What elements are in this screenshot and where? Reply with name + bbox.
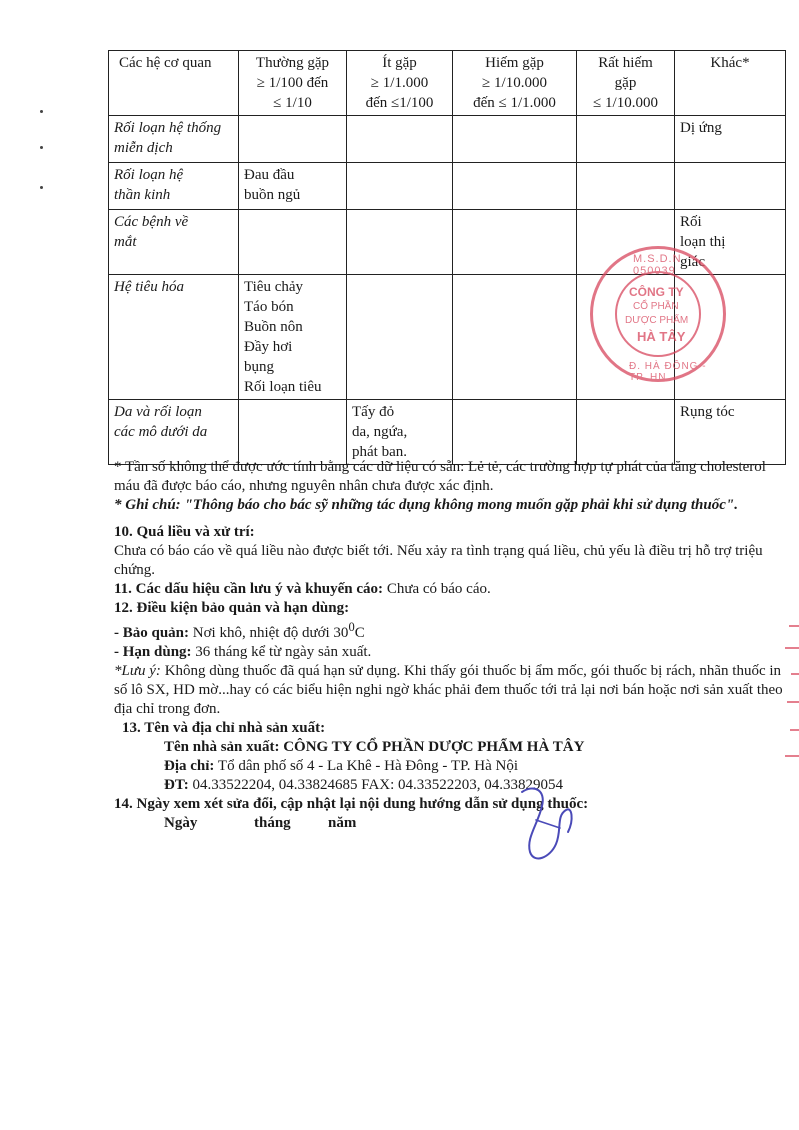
column-header-line: ≤ 1/10 xyxy=(273,95,312,111)
frequency-cell xyxy=(239,275,347,400)
frequency-cell xyxy=(347,275,453,400)
cell-line: da, ngứa, xyxy=(352,424,408,440)
table-row xyxy=(109,163,786,210)
frequency-cell xyxy=(675,163,786,210)
cell-line: Hệ tiêu hóa xyxy=(114,279,184,295)
cell-line: Rụng tóc xyxy=(680,404,735,420)
column-header-line: Thường gặp xyxy=(255,55,330,71)
cell-line: Rối loạn hệ thống xyxy=(114,120,222,136)
manufacturer-address: Địa chỉ: Tổ dân phố số 4 - La Khê - Hà Đông - TP. Hà Nội xyxy=(164,758,518,774)
column-header-line: ≥ 1/10.000 xyxy=(482,75,547,91)
frequency-cell xyxy=(577,400,675,465)
cell-line: Đau đầu xyxy=(244,167,295,183)
cell-line: Đầy hơi xyxy=(244,339,293,355)
section-13-title: 13. Tên và địa chỉ nhà sản xuất: xyxy=(122,720,326,736)
cell-line: Da và rối loạn xyxy=(114,404,202,420)
edge-stamp-fragment xyxy=(783,625,799,765)
column-header-line: Hiếm gặp xyxy=(485,55,544,71)
expiry-note: *Lưu ý: Không dùng thuốc đã quá hạn sử dụng. Khi thấy gói thuốc bị ẩm mốc, gói thuốc bị rách, nhãn thuốc in số lô SX, HD mờ...hay có các biểu hiện nghi ngờ khác phải đem thuốc tới trả lại nơi bán hoặc nơi sản xuất theo địa chỉ trong đơn. xyxy=(114,663,783,717)
frequency-cell xyxy=(239,400,347,465)
cell-line: thần kinh xyxy=(114,187,171,203)
column-header-line: Khác* xyxy=(710,55,750,71)
manufacturer-name: Tên nhà sản xuất: CÔNG TY CỔ PHẦN DƯỢC PHẨM HÀ TÂY xyxy=(164,739,585,755)
company-seal xyxy=(590,246,726,382)
column-header-line: ≥ 1/100 đến xyxy=(256,75,329,91)
cell-line: Táo bón xyxy=(244,299,294,315)
frequency-cell xyxy=(347,400,453,465)
column-header xyxy=(675,51,786,116)
organ-system-cell xyxy=(109,400,239,465)
organ-system-cell xyxy=(109,210,239,275)
section-12-title: 12. Điều kiện bảo quản và hạn dùng: xyxy=(114,600,350,616)
cell-line: miễn dịch xyxy=(114,140,173,156)
doctor-note: * Ghi chú: "Thông báo cho bác sỹ những tác dụng không mong muốn gặp phải khi sử dụng thuốc". xyxy=(114,497,738,513)
column-header-line: ≤ 1/10.000 xyxy=(593,95,658,111)
frequency-cell xyxy=(347,210,453,275)
column-header xyxy=(109,51,239,116)
seal-ring-bottom: Đ. HÀ ĐÔNG - TP. HN xyxy=(629,361,707,383)
cell-line: Dị ứng xyxy=(680,120,722,136)
column-header xyxy=(453,51,577,116)
organ-system-cell xyxy=(109,116,239,163)
organ-system-cell xyxy=(109,275,239,400)
cell-line: Rối loạn tiêu xyxy=(244,379,322,395)
column-header-line: Rất hiếm xyxy=(598,55,653,71)
column-header-line: ≥ 1/1.000 xyxy=(370,75,429,91)
frequency-footnote: * Tần số không thể được ước tính bằng các dữ liệu có sẵn: Lẻ tẻ, các trường hợp tự phát của tăng cholesterol máu đã được báo cáo, nhưng nguyên nhân chưa được xác định. xyxy=(114,459,766,494)
column-header-line: Ít gặp xyxy=(382,55,417,71)
frequency-cell xyxy=(577,116,675,163)
cell-line: Rối loạn hệ xyxy=(114,167,184,183)
frequency-cell xyxy=(347,116,453,163)
storage-line: - Bảo quản: Nơi khô, nhiệt độ dưới $30^0C$ xyxy=(114,620,365,641)
cell-line: buồn ngủ xyxy=(244,187,301,203)
signature-scribble xyxy=(516,780,576,870)
cell-line: Các bệnh về xyxy=(114,214,189,230)
column-header xyxy=(577,51,675,116)
column-header-line: Các hệ cơ quan xyxy=(119,55,212,71)
frequency-cell xyxy=(347,163,453,210)
seal-ring-top: M.S.D.N 050039 xyxy=(633,253,682,277)
frequency-cell xyxy=(577,163,675,210)
table-row xyxy=(109,116,786,163)
seal-line-2: CỔ PHẦN xyxy=(633,301,679,312)
cell-line: Buồn nôn xyxy=(244,319,303,335)
column-header-line: gặp xyxy=(614,75,637,91)
column-header-line: đến ≤1/100 xyxy=(365,95,434,111)
section-10-text: Chưa có báo cáo về quá liều nào được biết tới. Nếu xảy ra tình trạng quá liều, chủ yếu là điều trị hỗ trợ triệu chứng. xyxy=(114,543,763,578)
frequency-cell xyxy=(453,275,577,400)
revision-date: Ngày tháng năm xyxy=(164,815,357,831)
section-14-title: 14. Ngày xem xét sửa đổi, cập nhật lại nội dung hướng dẫn sử dụng thuốc: xyxy=(114,796,589,812)
frequency-cell xyxy=(675,116,786,163)
seal-line-3: DƯỢC PHẨM xyxy=(625,315,689,326)
column-header xyxy=(239,51,347,116)
cell-line: giác xyxy=(680,254,705,270)
frequency-cell xyxy=(239,210,347,275)
frequency-cell xyxy=(453,400,577,465)
section-10-title: 10. Quá liều và xử trí: xyxy=(114,524,255,540)
table-row xyxy=(109,400,786,465)
frequency-cell xyxy=(239,163,347,210)
frequency-cell xyxy=(453,163,577,210)
seal-line-4: HÀ TÂY xyxy=(637,329,686,344)
section-11: 11. Các dấu hiệu cần lưu ý và khuyến cáo: Chưa có báo cáo. xyxy=(114,581,491,597)
cell-line: Tiêu chảy xyxy=(244,279,304,295)
cell-line: loạn thị xyxy=(680,234,726,250)
frequency-cell xyxy=(453,210,577,275)
column-header-line: đến ≤ 1/1.000 xyxy=(473,95,556,111)
frequency-cell xyxy=(453,116,577,163)
cell-line: bụng xyxy=(244,359,274,375)
frequency-cell xyxy=(239,116,347,163)
leaflet-body xyxy=(114,458,794,833)
organ-system-cell xyxy=(109,163,239,210)
cell-line: mắt xyxy=(114,234,137,250)
cell-line: Tấy đỏ xyxy=(352,404,395,420)
cell-line: các mô dưới da xyxy=(114,424,208,440)
frequency-cell xyxy=(675,400,786,465)
column-header xyxy=(347,51,453,116)
cell-line: Rối xyxy=(680,214,702,230)
table-header-row xyxy=(109,51,786,116)
cell-line: phát ban. xyxy=(352,444,407,460)
expiry-line: - Hạn dùng: 36 tháng kể từ ngày sản xuất. xyxy=(114,644,372,660)
manufacturer-phone: ĐT: 04.33522204, 04.33824685 FAX: 04.33522203, 04.33829054 xyxy=(164,777,564,793)
seal-line-1: CÔNG TY xyxy=(629,285,684,299)
